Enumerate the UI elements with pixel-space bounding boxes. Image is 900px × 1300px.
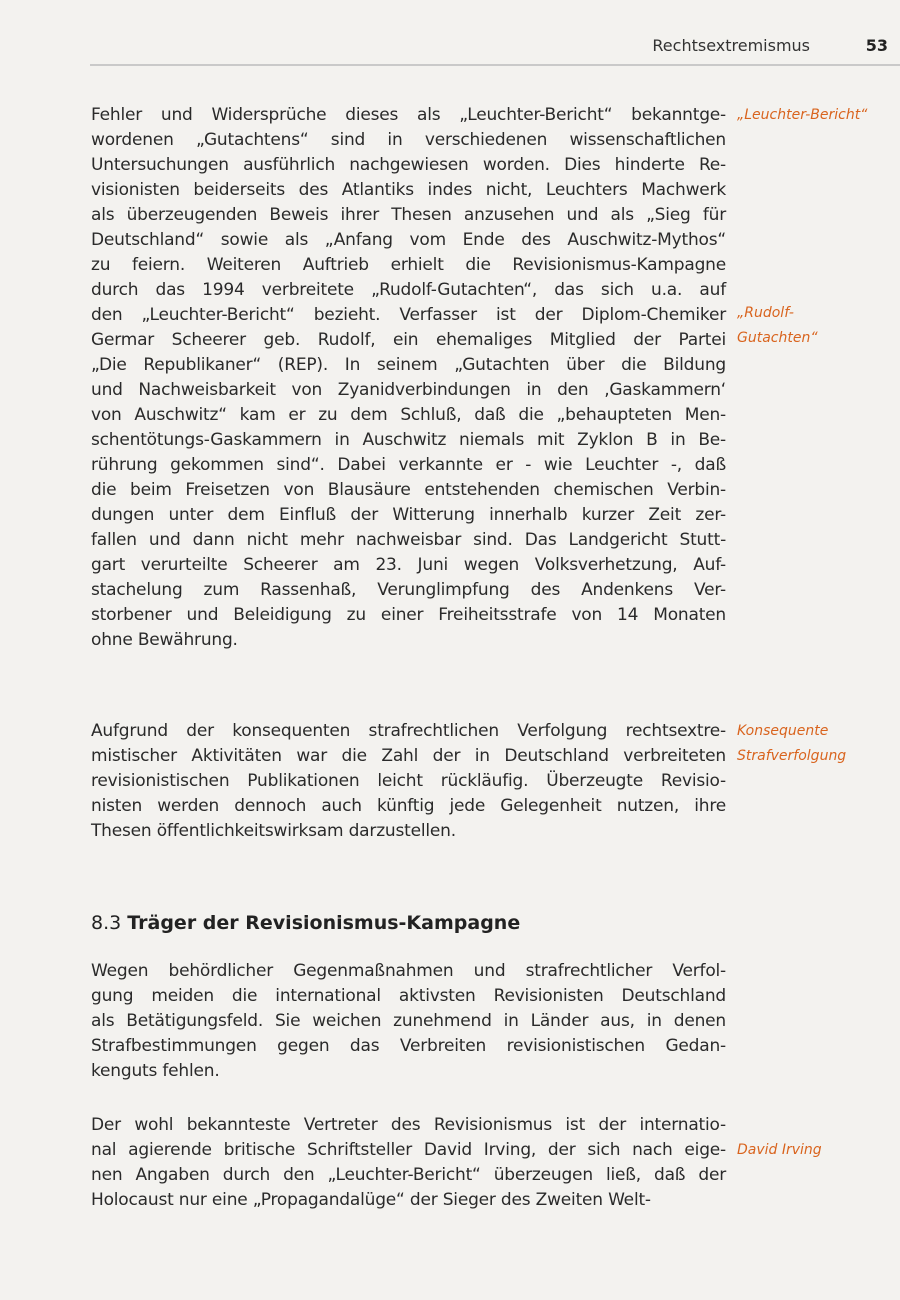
text-line: dungen unter dem Einfluß der Witterung innerhalb kurzer Zeit zer- (91, 505, 726, 525)
text-line: Germar Scheerer geb. Rudolf, ein ehemaliges Mitglied der Partei (91, 330, 726, 350)
text-line: gung meiden die international aktivsten Revisionisten Deutschland (91, 986, 726, 1006)
text-line: Aufgrund der konsequenten strafrechtlichen Verfolgung rechtsextre- (91, 721, 726, 741)
margin-note-line: Strafverfolgung (737, 748, 847, 764)
text-line: Strafbestimmungen gegen das Verbreiten revisionistischen Gedan- (91, 1036, 726, 1056)
text-line: mistischer Aktivitäten war die Zahl der in Deutschland verbreiteten (91, 746, 726, 766)
text-line: Der wohl bekannteste Vertreter des Revisionismus ist der internatio- (91, 1115, 726, 1135)
text-line: als überzeugenden Beweis ihrer Thesen anzusehen und als „Sieg für (91, 205, 726, 225)
section-number: 8.3 (91, 912, 122, 934)
text-line: Wegen behördlicher Gegenmaßnahmen und strafrechtlicher Verfol- (91, 961, 726, 981)
margin-note-konsequente-strafverfolgung (737, 719, 897, 769)
paragraph-leuchter-bericht (91, 103, 726, 653)
text-line: wordenen „Gutachtens“ sind in verschiedenen wissenschaftlichen (91, 130, 726, 150)
section-heading (91, 912, 520, 934)
text-line: durch das 1994 verbreitete „Rudolf-Gutachten“, das sich u.a. auf (91, 280, 726, 300)
margin-note-line: „Leuchter-Bericht“ (737, 107, 868, 123)
margin-note-david-irving (737, 1138, 897, 1163)
text-line: und Nachweisbarkeit von Zyanidverbindungen in den ‚Gaskammern‘ (91, 380, 726, 400)
text-line: nisten werden dennoch auch künftig jede Gelegenheit nutzen, ihre (91, 796, 726, 816)
section-title: Träger der Revisionismus-Kampagne (127, 912, 521, 934)
text-line: als Betätigungsfeld. Sie weichen zunehmend in Länder aus, in denen (91, 1011, 726, 1031)
page-number: 53 (865, 36, 888, 55)
text-line: schentötungs-Gaskammern in Auschwitz niemals mit Zyklon B in Be- (91, 430, 726, 450)
text-line: Thesen öffentlichkeitswirksam darzustellen. (91, 821, 456, 841)
text-line: „Die Republikaner“ (REP). In seinem „Gutachten über die Bildung (91, 355, 726, 375)
text-line: Deutschland“ sowie als „Anfang vom Ende des Auschwitz-Mythos“ (91, 230, 726, 250)
margin-note-line: Gutachten“ (737, 330, 818, 346)
margin-note-line: „Rudolf- (737, 305, 794, 321)
paragraph-gegenmassnahmen (91, 959, 726, 1084)
text-line: den „Leuchter-Bericht“ bezieht. Verfasser ist der Diplom-Chemiker (91, 305, 726, 325)
text-line: von Auschwitz“ kam er zu dem Schluß, daß die „behaupteten Men- (91, 405, 726, 425)
running-header-title: Rechtsextremismus (652, 36, 810, 55)
text-line: Fehler und Widersprüche dieses als „Leuchter-Bericht“ bekanntge- (91, 105, 726, 125)
text-line: ohne Bewährung. (91, 630, 238, 650)
margin-note-leuchter-bericht (737, 103, 897, 128)
header-divider (90, 64, 900, 66)
paragraph-strafverfolgung (91, 719, 726, 844)
margin-note-line: Konsequente (737, 723, 829, 739)
text-line: fallen und dann nicht mehr nachweisbar sind. Das Landgericht Stutt- (91, 530, 726, 550)
margin-note-rudolf-gutachten (737, 301, 897, 351)
text-line: rührung gekommen sind“. Dabei verkannte er - wie Leuchter -, daß (91, 455, 726, 475)
text-line: nal agierende britische Schriftsteller David Irving, der sich nach eige- (91, 1140, 726, 1160)
text-line: nen Angaben durch den „Leuchter-Bericht“ überzeugen ließ, daß der (91, 1165, 726, 1185)
text-line: kenguts fehlen. (91, 1061, 220, 1081)
text-line: storbener und Beleidigung zu einer Freiheitsstrafe von 14 Monaten (91, 605, 726, 625)
text-line: stachelung zum Rassenhaß, Verunglimpfung des Andenkens Ver- (91, 580, 726, 600)
text-line: visionisten beiderseits des Atlantiks indes nicht, Leuchters Machwerk (91, 180, 726, 200)
text-line: Untersuchungen ausführlich nachgewiesen worden. Dies hinderte Re- (91, 155, 726, 175)
text-line: revisionistischen Publikationen leicht rückläufig. Überzeugte Revisio- (91, 771, 726, 791)
text-line: zu feiern. Weiteren Auftrieb erhielt die Revisionismus-Kampagne (91, 255, 726, 275)
text-line: die beim Freisetzen von Blausäure entstehenden chemischen Verbin- (91, 480, 726, 500)
margin-note-line: David Irving (737, 1142, 822, 1158)
paragraph-david-irving (91, 1113, 726, 1213)
text-line: Holocaust nur eine „Propagandalüge“ der Sieger des Zweiten Welt- (91, 1190, 651, 1210)
text-line: gart verurteilte Scheerer am 23. Juni wegen Volksverhetzung, Auf- (91, 555, 726, 575)
